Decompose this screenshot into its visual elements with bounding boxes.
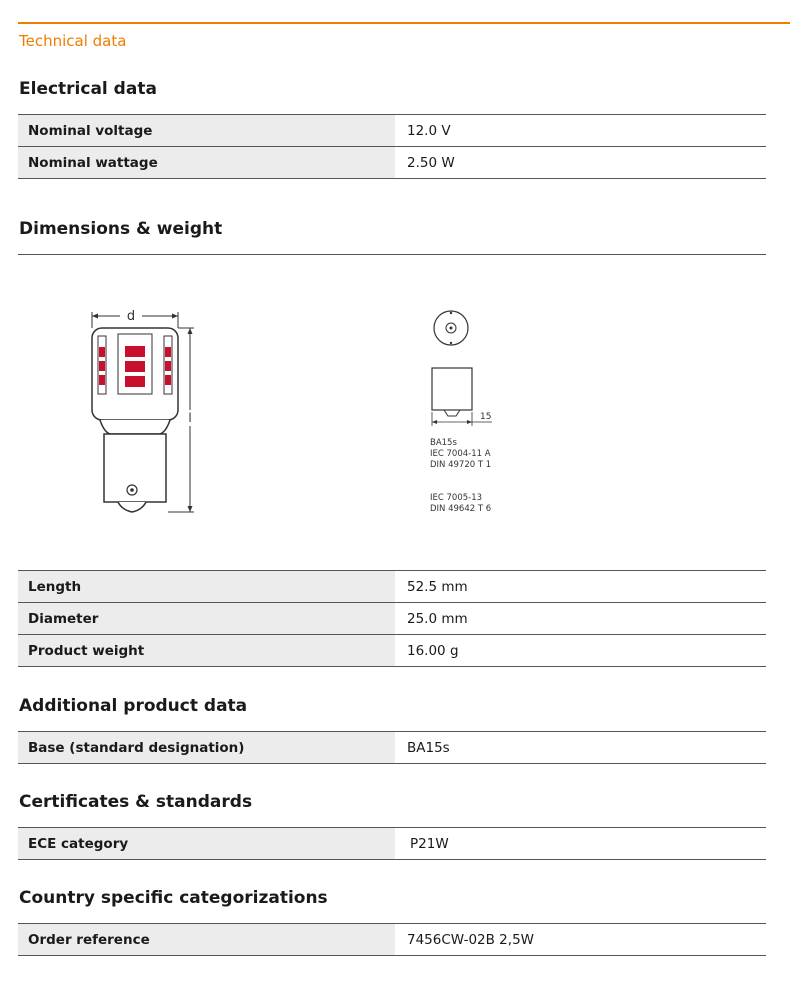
- additional-table: [18, 731, 766, 764]
- row-value: P21W: [410, 835, 449, 852]
- row-label: Nominal wattage: [18, 147, 395, 178]
- table-row: [18, 571, 766, 603]
- country-table: [18, 923, 766, 956]
- base-standard-line: IEC 7004-11 A: [430, 449, 491, 459]
- section-heading-certificates: Certificates & standards: [19, 792, 253, 812]
- document-title: Technical data: [19, 32, 127, 50]
- standard-line: IEC 7005-13: [430, 493, 483, 503]
- diameter-label: d: [126, 309, 136, 324]
- row-value: 12.0 V: [407, 122, 451, 139]
- table-row: [18, 924, 766, 956]
- led-chip: [99, 375, 105, 385]
- base-standard-drawing: [420, 300, 530, 530]
- base-standard-line: DIN 49720 T 1: [430, 460, 492, 470]
- led-chip: [125, 346, 145, 357]
- row-label: ECE category: [18, 828, 395, 859]
- electrical-table: [18, 114, 766, 179]
- table-row: [18, 635, 766, 667]
- table-row: [18, 603, 766, 635]
- table-row: [18, 828, 766, 860]
- row-label: Nominal voltage: [18, 115, 395, 146]
- section-heading-dimensions: Dimensions & weight: [19, 219, 223, 239]
- row-label: Product weight: [18, 635, 395, 666]
- row-label: Length: [18, 571, 395, 602]
- table-row: [18, 147, 766, 179]
- table-row: [18, 115, 766, 147]
- row-value: 52.5 mm: [407, 578, 468, 595]
- led-chip: [99, 361, 105, 371]
- row-value: 2.50 W: [407, 154, 455, 171]
- certificates-table: [18, 827, 766, 860]
- dimensions-table: [18, 570, 766, 667]
- row-value: 7456CW-02B 2,5W: [407, 931, 535, 948]
- led-chip: [125, 376, 145, 387]
- row-value: 25.0 mm: [407, 610, 468, 627]
- table-row: [18, 732, 766, 764]
- base-standard-line: BA15s: [430, 438, 457, 448]
- led-chip: [99, 347, 105, 357]
- dimension-15-label: 15: [480, 412, 492, 422]
- bulb-dimension-drawing: [70, 300, 210, 520]
- row-label: Order reference: [18, 924, 395, 955]
- section-heading-country: Country specific categorizations: [19, 888, 328, 908]
- length-label: l: [188, 411, 192, 425]
- section-divider: [18, 254, 766, 255]
- led-chip: [165, 347, 171, 357]
- row-label: Base (standard designation): [18, 732, 395, 763]
- row-value: 16.00 g: [407, 642, 459, 659]
- row-value: BA15s: [407, 739, 450, 756]
- section-heading-electrical: Electrical data: [19, 79, 157, 99]
- section-heading-additional: Additional product data: [19, 696, 248, 716]
- led-chip: [165, 375, 171, 385]
- led-chip: [165, 361, 171, 371]
- led-chip: [125, 361, 145, 372]
- header-accent-rule: [18, 22, 790, 24]
- row-label: Diameter: [18, 603, 395, 634]
- standard-line: DIN 49642 T 6: [430, 504, 492, 514]
